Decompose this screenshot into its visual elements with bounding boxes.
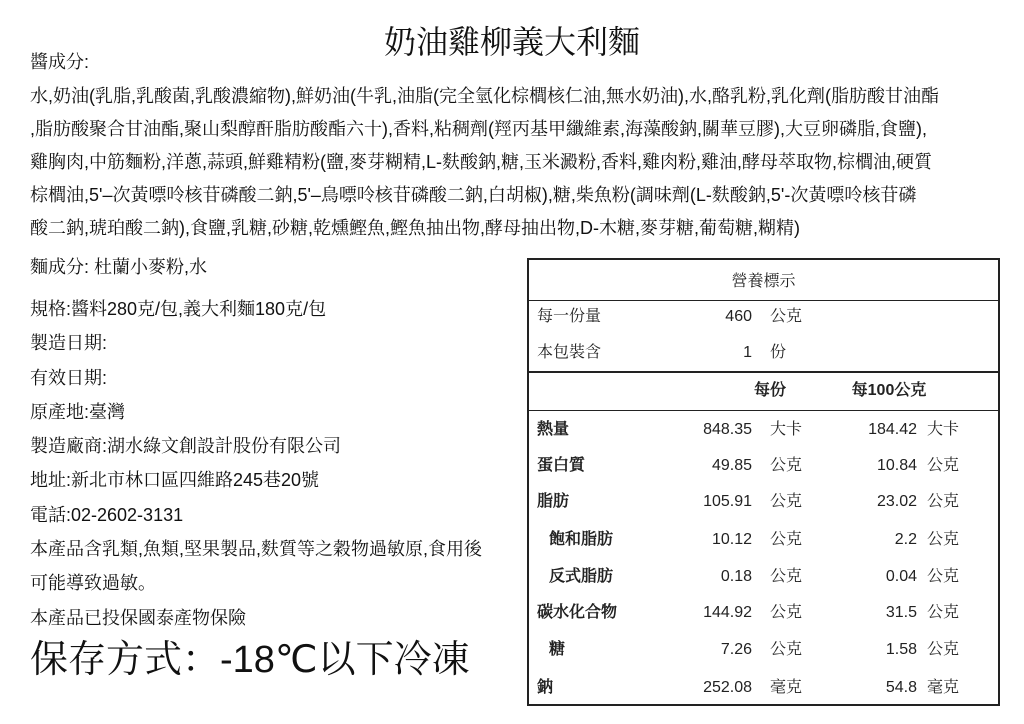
per-serving-unit: 公克 <box>770 604 803 621</box>
sauce-ingredients-line: 水,奶油(乳脂,乳酸菌,乳酸濃縮物),鮮奶油(牛乳,油脂(完全氫化棕櫚核仁油,無水奶油),水,酪乳粉,乳化劑(脂肪酸甘油酯 <box>30 86 939 106</box>
per-100g-unit: 公克 <box>927 493 960 510</box>
per-serving-value: 848.35 <box>703 421 752 438</box>
specification: 規格:醬料280克/包,義大利麵180克/包 <box>30 299 327 319</box>
origin: 原產地:臺灣 <box>30 401 126 422</box>
per-100g-value: 1.58 <box>885 641 917 658</box>
nutrient-row-sugar <box>529 638 998 662</box>
per-100g-value: 2.2 <box>894 531 917 548</box>
per-100g-unit: 毫克 <box>927 679 960 696</box>
allergen-warning-line: 本產品含乳類,魚類,堅果製品,麩質等之穀物過敏原,食用後 <box>30 539 483 560</box>
per-100g-value: 0.04 <box>885 568 917 585</box>
nutrient-row-saturated-fat <box>529 528 998 552</box>
address: 地址:新北市林口區四維路245巷20號 <box>30 470 320 491</box>
per-serving-value: 0.18 <box>720 568 752 585</box>
nutrient-name: 反式脂肪 <box>549 568 614 585</box>
manufacture-date: 製造日期: <box>30 333 108 354</box>
serving-size-label: 每一份量 <box>537 308 602 325</box>
per-serving-unit: 公克 <box>770 457 803 474</box>
per-serving-value: 144.92 <box>703 604 752 621</box>
nutrient-row-fat <box>529 490 998 514</box>
table-divider <box>529 371 998 373</box>
table-divider <box>529 410 998 411</box>
per-100g-unit: 公克 <box>927 531 960 548</box>
per-serving-unit: 公克 <box>770 641 803 658</box>
per-serving-value: 10.12 <box>711 531 752 548</box>
column-header-row <box>529 379 998 403</box>
serving-size-value: 460 <box>725 308 752 325</box>
per-100g-value: 54.8 <box>885 679 917 696</box>
sauce-ingredients-line: 棕櫚油,5'–次黃嘌呤核苷磷酸二鈉,5'–鳥嘌呤核苷磷酸二鈉,白胡椒),糖,柴魚粉(調味劑(L-麩酸鈉,5'-次黃嘌呤核苷磷 <box>30 185 917 205</box>
sauce-ingredients-label: 醬成分: <box>30 52 90 72</box>
sauce-ingredients-line: 酸二鈉,琥珀酸二鈉),食鹽,乳糖,砂糖,乾燻鰹魚,鰹魚抽出物,酵母抽出物,D-木糖,麥芽糖,葡萄糖,糊精) <box>30 218 800 238</box>
nutrient-name: 脂肪 <box>537 493 570 510</box>
nutrient-name: 鈉 <box>537 679 554 696</box>
nutrient-row-energy <box>529 418 998 442</box>
serving-size-unit: 公克 <box>770 308 803 325</box>
servings-label: 本包裝含 <box>537 344 602 361</box>
nutrient-name: 蛋白質 <box>537 457 586 474</box>
per-serving-unit: 公克 <box>770 568 803 585</box>
per-100g-value: 31.5 <box>885 604 917 621</box>
servings-per-package-row <box>529 341 998 365</box>
product-details <box>30 292 520 635</box>
servings-value: 1 <box>743 344 752 361</box>
storage-instructions: 保存方式：-18℃以下冷凍 <box>30 639 470 681</box>
nutrient-name: 碳水化合物 <box>537 604 618 621</box>
nutrient-name: 熱量 <box>537 421 570 438</box>
per-serving-header: 每份 <box>753 382 786 399</box>
phone: 電話:02-2602-3131 <box>30 504 184 525</box>
allergen-warning-line: 可能導致過敏。 <box>30 573 156 594</box>
per-100g-unit: 公克 <box>927 641 960 658</box>
per-serving-unit: 公克 <box>770 493 803 510</box>
per-serving-unit: 公克 <box>770 531 803 548</box>
nutrient-name: 飽和脂肪 <box>549 531 614 548</box>
expiry-date: 有效日期: <box>30 367 108 388</box>
nutrient-row-sodium <box>529 676 998 700</box>
product-title: 奶油雞柳義大利麵 <box>383 24 640 60</box>
per-100g-value: 10.84 <box>876 457 917 474</box>
per-serving-unit: 毫克 <box>770 679 803 696</box>
per-100g-value: 184.42 <box>868 421 917 438</box>
servings-unit: 份 <box>770 344 787 361</box>
insurance-note: 本產品已投保國泰產物保險 <box>30 607 246 628</box>
nutrition-facts-table <box>527 258 1000 706</box>
nutrition-heading: 營養標示 <box>731 273 796 290</box>
per-100g-header: 每100公克 <box>851 382 927 399</box>
per-100g-value: 23.02 <box>876 493 917 510</box>
per-serving-value: 252.08 <box>703 679 752 696</box>
sauce-ingredients-line: 雞胸肉,中筋麵粉,洋蔥,蒜頭,鮮雞精粉(鹽,麥芽糊精,L-麩酸鈉,糖,玉米澱粉,香料,雞肉粉,雞油,酵母萃取物,棕櫚油,硬質 <box>30 152 933 172</box>
manufacturer: 製造廠商:湖水綠文創設計股份有限公司 <box>30 436 341 457</box>
per-100g-unit: 公克 <box>927 568 960 585</box>
per-100g-unit: 大卡 <box>927 421 960 438</box>
per-100g-unit: 公克 <box>927 457 960 474</box>
per-serving-value: 49.85 <box>711 457 752 474</box>
table-divider <box>529 300 998 301</box>
nutrient-row-protein <box>529 454 998 478</box>
sauce-ingredients-line: ,脂肪酸聚合甘油酯,聚山梨醇酐脂肪酸酯六十),香料,粘稠劑(羥丙基甲纖維素,海藻酸鈉,關華豆膠),大豆卵磷脂,食鹽), <box>30 119 927 139</box>
per-serving-value: 7.26 <box>720 641 752 658</box>
sauce-ingredients <box>30 80 1005 245</box>
per-100g-unit: 公克 <box>927 604 960 621</box>
nutrient-row-trans-fat <box>529 565 998 589</box>
nutrient-row-carbohydrate <box>529 601 998 625</box>
per-serving-value: 105.91 <box>703 493 752 510</box>
noodle-ingredients: 麵成分: 杜蘭小麥粉,水 <box>30 257 208 277</box>
nutrient-name: 糖 <box>549 641 566 658</box>
serving-size-row <box>529 305 998 329</box>
per-serving-unit: 大卡 <box>770 421 803 438</box>
